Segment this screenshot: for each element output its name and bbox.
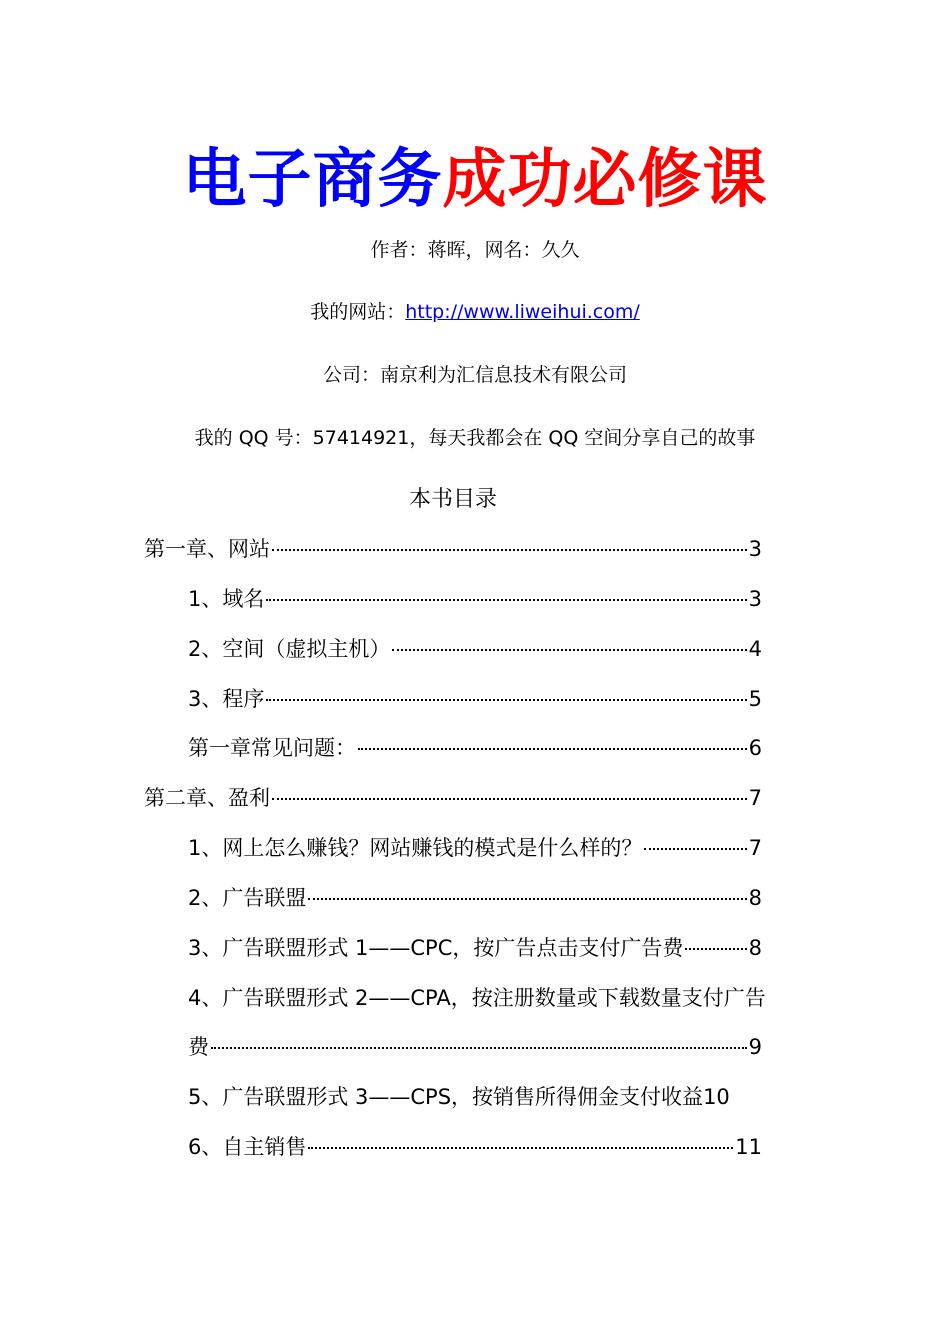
toc-entry[interactable] xyxy=(188,1081,762,1113)
toc-entry[interactable] xyxy=(188,932,762,964)
toc-entry[interactable] xyxy=(188,882,762,914)
toc-entry-page: 5 xyxy=(748,687,762,711)
toc-leader-dots xyxy=(272,798,747,800)
toc-entry-page: 7 xyxy=(748,786,762,810)
toc-entry-label: 第一章、网站 xyxy=(144,537,270,561)
toc-entry-page: 11 xyxy=(735,1135,762,1159)
toc-entry[interactable] xyxy=(188,683,762,715)
toc-entry-label: 第一章常见问题： xyxy=(188,736,356,760)
toc-entry-page: 8 xyxy=(748,886,762,910)
toc-entry-page: 3 xyxy=(748,587,762,611)
toc-heading: 本书目录 xyxy=(408,487,497,512)
toc-entry-label: 第二章、盈利 xyxy=(144,786,270,810)
toc-leader-dots xyxy=(308,1147,733,1149)
toc-entry[interactable] xyxy=(144,782,762,814)
toc-entry-label: 5、广告联盟形式 3——CPS，按销售所得佣金支付收益 xyxy=(188,1085,704,1109)
toc-leader-dots xyxy=(644,848,746,850)
toc-entry[interactable] xyxy=(144,533,762,565)
toc-entry-label: 1、网上怎么赚钱？网站赚钱的模式是什么样的？ xyxy=(188,836,643,860)
toc-leader-dots xyxy=(266,699,746,701)
toc-entry-label: 3、程序 xyxy=(188,687,265,711)
title-part-red: 成功必修课 xyxy=(442,143,768,217)
toc-leader-dots xyxy=(266,599,746,601)
toc-entry-page: 3 xyxy=(748,537,762,561)
toc-entry-page: 7 xyxy=(748,836,762,860)
toc-entry-label: 3、广告联盟形式 1——CPC，按广告点击支付广告费 xyxy=(188,936,684,960)
document-title xyxy=(0,140,950,220)
toc-entry[interactable] xyxy=(188,583,762,615)
toc-entry-label: 2、广告联盟 xyxy=(188,886,307,910)
toc-leader-dots xyxy=(272,549,747,551)
title-part-blue: 电子商务 xyxy=(182,143,443,217)
author-line: 作者：蒋晖，网名：久久 xyxy=(370,239,580,261)
toc-leader-dots xyxy=(358,748,747,750)
toc-entry-label: 2、空间（虚拟主机） xyxy=(188,637,391,661)
website-link[interactable]: http://www.liweihui.com/ xyxy=(405,301,640,323)
toc-entry-page: 4 xyxy=(748,637,762,661)
toc-entry-page: 8 xyxy=(748,936,762,960)
qq-line: 我的 QQ 号：57414921，每天我都会在 QQ 空间分享自己的故事 xyxy=(194,427,756,449)
toc-leader-dots xyxy=(211,1047,747,1049)
toc-entry[interactable] xyxy=(188,832,762,864)
toc-entry-page: 6 xyxy=(748,736,762,760)
toc-entry-label: 6、自主销售 xyxy=(188,1135,307,1159)
toc-entry-wrapped-line2[interactable] xyxy=(188,1031,762,1063)
toc-entry-page: 10 xyxy=(703,1085,730,1109)
toc-entry-wrapped-line1[interactable]: 4、广告联盟形式 2——CPA，按注册数量或下载数量支付广告 xyxy=(188,986,766,1010)
company-line: 公司：南京利为汇信息技术有限公司 xyxy=(322,364,627,386)
website-line xyxy=(0,299,950,325)
toc-entry-page: 9 xyxy=(748,1035,762,1059)
toc-leader-dots xyxy=(685,948,746,950)
toc-leader-dots xyxy=(308,898,746,900)
toc-leader-dots xyxy=(392,649,746,651)
toc-entry-label: 费 xyxy=(188,1035,209,1059)
website-label: 我的网站： xyxy=(310,301,406,323)
toc-entry[interactable] xyxy=(188,633,762,665)
toc-entry[interactable] xyxy=(188,1131,762,1163)
toc-entry-label: 1、域名 xyxy=(188,587,265,611)
toc-entry[interactable] xyxy=(188,732,762,764)
